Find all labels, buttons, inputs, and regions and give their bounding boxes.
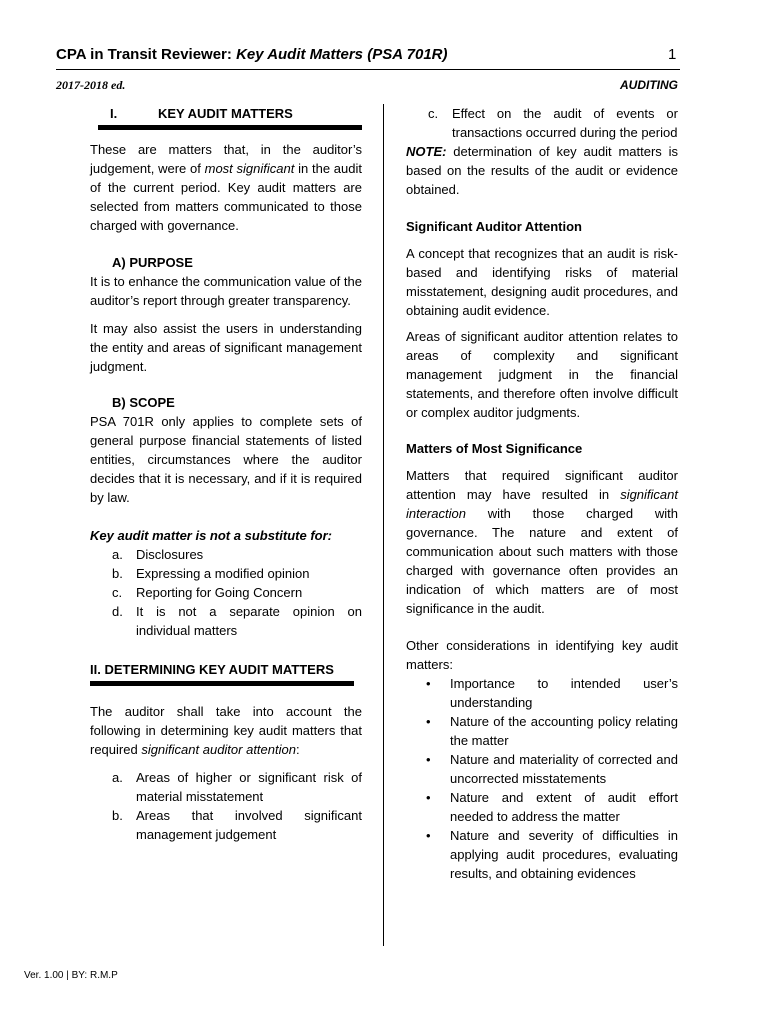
bullet-icon: • [426, 752, 431, 767]
list-marker: c. [428, 106, 439, 121]
not-substitute-list [90, 545, 362, 640]
not-substitute-heading: Key audit matter is not a substitute for: [90, 528, 332, 543]
list-item-text: Expressing a modified opinion [136, 566, 310, 581]
bullet-item [406, 826, 678, 883]
list-marker: b. [112, 566, 123, 581]
page-number: 1 [668, 46, 677, 63]
left-column [90, 104, 362, 844]
footer-version: Ver. 1.00 | BY: R.M.P [24, 970, 118, 981]
bullet-item-text: Nature and extent of audit effort needed to address the matter [450, 790, 678, 824]
section-heading-2: II. DETERMINING KEY AUDIT MATTERS [90, 662, 334, 677]
bullet-item [406, 712, 678, 750]
bullet-icon: • [426, 714, 431, 729]
bullet-icon: • [426, 790, 431, 805]
bullet-item-text: Nature of the accounting policy relating the matter [450, 714, 678, 748]
scope-heading: B) SCOPE [112, 395, 175, 410]
note-paragraph: NOTE: determination of key audit matters is based on the results of the audit or evidence obtained. [406, 144, 678, 197]
right-column [406, 104, 678, 883]
most-significance-paragraph: Matters that required significant auditor attention may have resulted in significant interaction with those charged with governance. The nature and extent of communication about such matters with those charged with governance often provides an indication of which matters are of most significance in the audit. [406, 468, 678, 616]
bullet-item-text: Nature and severity of difficulties in applying audit procedures, evaluating results, and obtaining evidences [450, 828, 678, 881]
bullet-item [406, 750, 678, 788]
column-divider [383, 104, 384, 946]
continued-list [406, 104, 678, 142]
list-marker: d. [112, 604, 123, 619]
section-bar [98, 125, 362, 130]
list-item-text: Areas that involved significant management judgement [136, 808, 362, 842]
section-bar [90, 681, 354, 686]
other-considerations-paragraph: Other considerations in identifying key audit matters: [406, 638, 678, 672]
list-item-text: Disclosures [136, 547, 204, 562]
purpose-paragraph-2: It may also assist the users in understanding the entity and areas of significant management judgment. [90, 321, 362, 374]
list-item-text: Effect on the audit of events or transactions occurred during the period [452, 106, 678, 140]
list-marker: b. [112, 808, 123, 823]
purpose-heading: A) PURPOSE [112, 255, 193, 270]
list-marker: c. [112, 585, 123, 600]
bullet-icon: • [426, 828, 431, 843]
section-heading: I. KEY AUDIT MATTERS [110, 106, 293, 121]
list-marker: a. [112, 770, 123, 785]
list-item [90, 564, 362, 583]
significant-attention-heading: Significant Auditor Attention [406, 219, 582, 234]
document-title: CPA in Transit Reviewer: Key Audit Matters (PSA 701R) [56, 46, 448, 63]
list-item-text: Reporting for Going Concern [136, 585, 303, 600]
subject-label: AUDITING [620, 78, 678, 92]
bullet-item [406, 788, 678, 826]
list-item [90, 806, 362, 844]
list-item [90, 768, 362, 806]
list-item [90, 583, 362, 602]
purpose-paragraph: It is to enhance the communication value of the auditor’s report through greater transparency. [90, 274, 362, 308]
list-item [90, 602, 362, 640]
bullet-item-text: Nature and materiality of corrected and uncorrected misstatements [450, 752, 678, 786]
other-considerations-list [406, 674, 678, 883]
determining-paragraph: The auditor shall take into account the following in determining key audit matters that required significant auditor attention: [90, 704, 362, 757]
list-marker: a. [112, 547, 123, 562]
list-item-text: It is not a separate opinion on individual matters [136, 604, 362, 638]
bullet-item-text: Importance to intended user’s understanding [450, 676, 678, 710]
header-rule [56, 69, 680, 70]
significant-attention-paragraph: A concept that recognizes that an audit is risk-based and identifying risks of material misstatement, designing audit procedures, and obtaining audit evidence. [406, 246, 678, 318]
scope-paragraph: PSA 701R only applies to complete sets of general purpose financial statements of listed entities, circumstances where the auditor decides that it is necessary, and if it is required by law. [90, 414, 362, 505]
most-significance-heading: Matters of Most Significance [406, 441, 583, 456]
determining-list [90, 768, 362, 844]
intro-paragraph: These are matters that, in the auditor’s judgement, were of most significant in the audit of the current period. Key audit matters are selected from matters communicated to those charged with governance. [90, 142, 362, 233]
edition-label: 2017-2018 ed. [56, 78, 126, 92]
list-item-text: Areas of higher or significant risk of material misstatement [136, 770, 362, 804]
bullet-item [406, 674, 678, 712]
significant-attention-paragraph-2: Areas of significant auditor attention relates to areas of complexity and significant management judgment in the financial statements, and therefore often involve difficult or complex auditor judgments. [406, 329, 678, 420]
list-item [90, 545, 362, 564]
list-item [406, 104, 678, 142]
bullet-icon: • [426, 676, 431, 691]
